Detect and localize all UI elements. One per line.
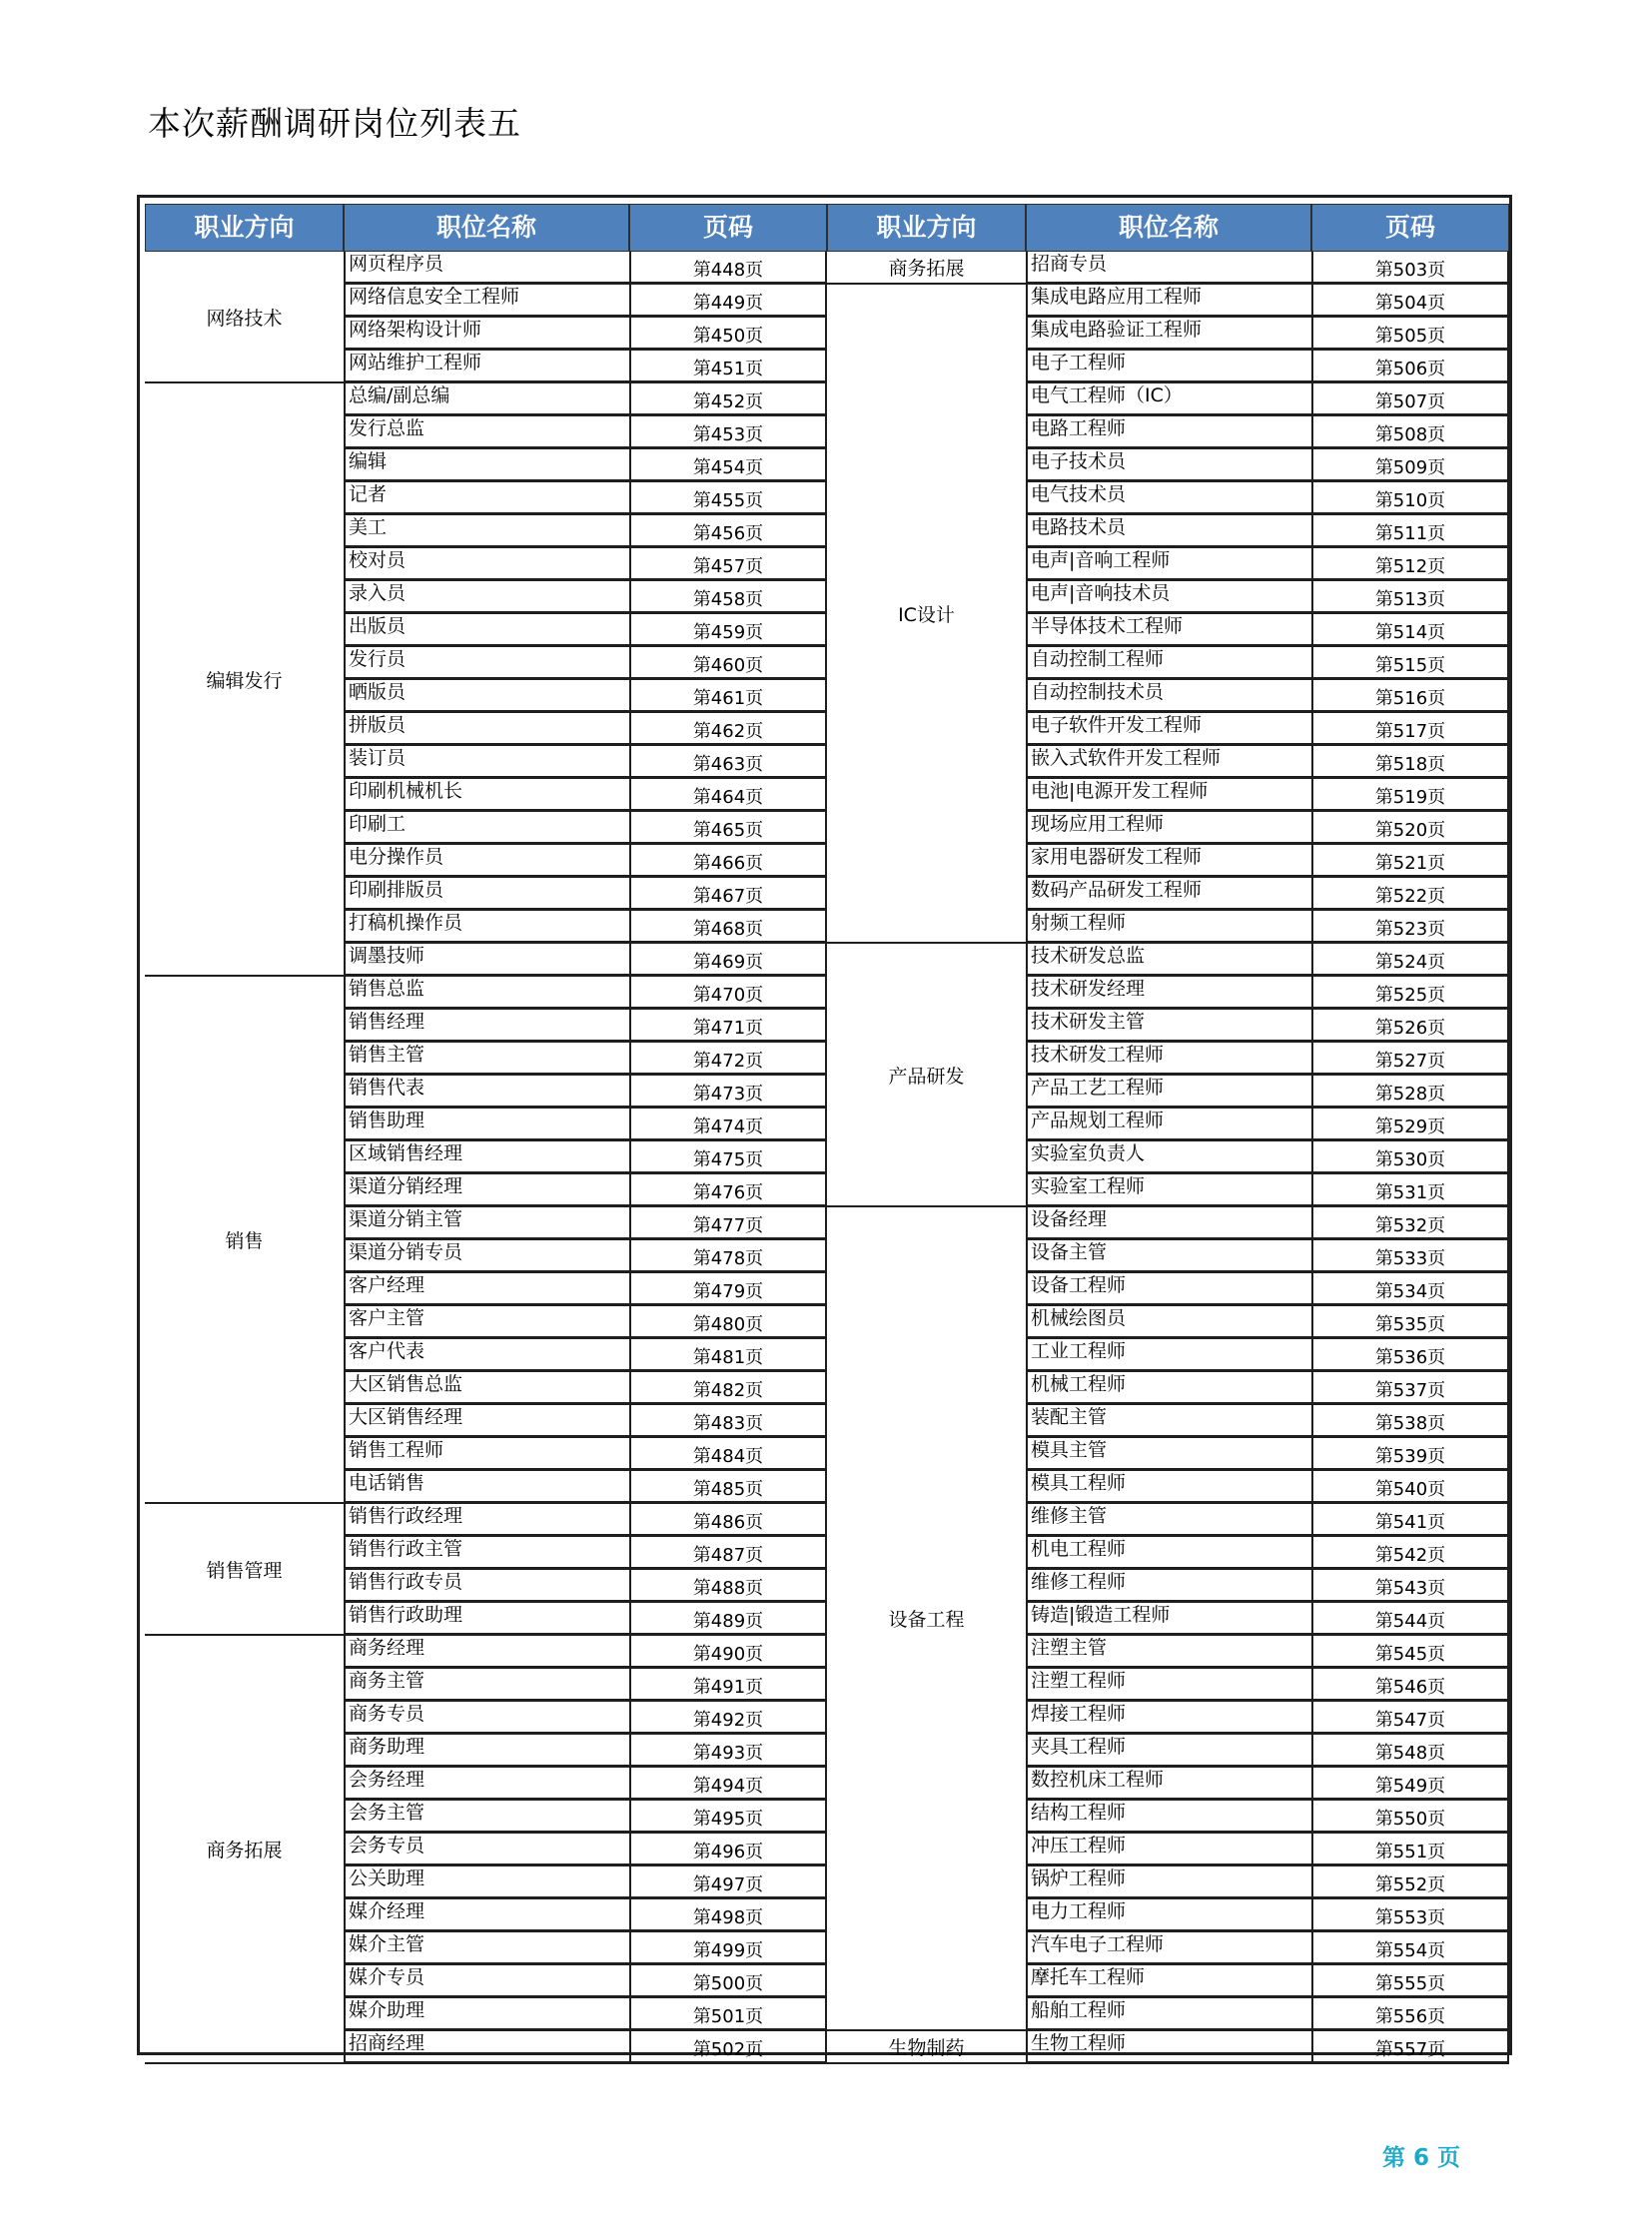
page-number-cell: 第448页 (629, 252, 827, 285)
page-number-cell: 第532页 (1311, 1207, 1509, 1240)
position-name-cell: 发行员 (344, 647, 629, 680)
page-number-cell: 第506页 (1311, 351, 1509, 383)
page-number-cell: 第458页 (629, 581, 827, 614)
page-number-cell: 第529页 (1311, 1109, 1509, 1141)
position-name-cell: 渠道分销专员 (344, 1240, 629, 1273)
position-name-cell: 销售工程师 (344, 1438, 629, 1471)
position-name-cell: 技术研发主管 (1026, 1010, 1311, 1043)
position-name-cell: 技术研发工程师 (1026, 1043, 1311, 1076)
position-name-cell: 销售行政助理 (344, 1603, 629, 1636)
position-name-cell: 销售主管 (344, 1043, 629, 1076)
page-number-cell: 第550页 (1311, 1801, 1509, 1834)
page-number-cell: 第453页 (629, 416, 827, 449)
page-number-cell: 第471页 (629, 1010, 827, 1043)
position-name-cell: 电池|电源开发工程师 (1026, 779, 1311, 812)
position-name-cell: 打稿机操作员 (344, 911, 629, 944)
position-name-cell: 商务主管 (344, 1669, 629, 1702)
position-name-cell: 装配主管 (1026, 1405, 1311, 1438)
position-name-cell: 客户代表 (344, 1339, 629, 1372)
position-name-cell: 锅炉工程师 (1026, 1866, 1311, 1899)
page-number-cell: 第544页 (1311, 1603, 1509, 1636)
page-number-cell: 第533页 (1311, 1240, 1509, 1273)
position-name-cell: 电分操作员 (344, 845, 629, 878)
page-number-cell: 第482页 (629, 1372, 827, 1405)
position-name-cell: 自动控制工程师 (1026, 647, 1311, 680)
page-number-cell: 第502页 (629, 2031, 827, 2064)
position-name-cell: 销售经理 (344, 1010, 629, 1043)
position-name-cell: 注塑工程师 (1026, 1669, 1311, 1702)
page-number-cell: 第449页 (629, 285, 827, 318)
page-number-cell: 第545页 (1311, 1636, 1509, 1669)
page-number-cell: 第484页 (629, 1438, 827, 1471)
page-number-cell: 第549页 (1311, 1768, 1509, 1801)
position-name-cell: 美工 (344, 515, 629, 548)
page-number-cell: 第465页 (629, 812, 827, 845)
page-number-cell: 第455页 (629, 482, 827, 515)
page-number-cell: 第538页 (1311, 1405, 1509, 1438)
position-name-cell: 会务经理 (344, 1768, 629, 1801)
position-name-cell: 招商经理 (344, 2031, 629, 2064)
position-name-cell: 会务主管 (344, 1801, 629, 1834)
page-number-cell: 第512页 (1311, 548, 1509, 581)
position-name-cell: 招商专员 (1026, 252, 1311, 285)
page-number-cell: 第548页 (1311, 1735, 1509, 1768)
position-name-cell: 电路技术员 (1026, 515, 1311, 548)
page-number-cell: 第494页 (629, 1768, 827, 1801)
position-name-cell: 工业工程师 (1026, 1339, 1311, 1372)
position-name-cell: 网络信息安全工程师 (344, 285, 629, 318)
page-number-cell: 第542页 (1311, 1537, 1509, 1570)
category-cell: 商务拓展 (145, 1636, 344, 2064)
page-number-cell: 第546页 (1311, 1669, 1509, 1702)
page-number-cell: 第451页 (629, 351, 827, 383)
position-name-cell: 电气工程师（IC） (1026, 383, 1311, 416)
page-number-cell: 第488页 (629, 1570, 827, 1603)
position-name-cell: 生物工程师 (1026, 2031, 1311, 2064)
position-name-cell: 设备工程师 (1026, 1273, 1311, 1306)
position-name-cell: 集成电路应用工程师 (1026, 285, 1311, 318)
page-number-cell: 第527页 (1311, 1043, 1509, 1076)
page-number-cell: 第547页 (1311, 1702, 1509, 1735)
position-name-cell: 商务专员 (344, 1702, 629, 1735)
position-name-cell: 产品工艺工程师 (1026, 1076, 1311, 1109)
page-number-cell: 第474页 (629, 1109, 827, 1141)
page-number-cell: 第521页 (1311, 845, 1509, 878)
page-number-cell: 第461页 (629, 680, 827, 713)
position-name-cell: 区域销售经理 (344, 1141, 629, 1174)
position-name-cell: 设备经理 (1026, 1207, 1311, 1240)
category-cell: 设备工程 (827, 1207, 1026, 2031)
page-number-cell: 第504页 (1311, 285, 1509, 318)
page-number-cell: 第460页 (629, 647, 827, 680)
page-number-cell: 第468页 (629, 911, 827, 944)
position-name-cell: 维修主管 (1026, 1504, 1311, 1537)
page-number-cell: 第454页 (629, 449, 827, 482)
position-name-cell: 焊接工程师 (1026, 1702, 1311, 1735)
page-number-cell: 第470页 (629, 977, 827, 1010)
position-name-cell: 销售行政主管 (344, 1537, 629, 1570)
page-number-cell: 第510页 (1311, 482, 1509, 515)
category-cell: 编辑发行 (145, 383, 344, 977)
position-name-cell: 电声|音响工程师 (1026, 548, 1311, 581)
position-name-cell: 网络架构设计师 (344, 318, 629, 351)
page-number-cell: 第480页 (629, 1306, 827, 1339)
category-cell: 销售 (145, 977, 344, 1504)
position-name-cell: 会务专员 (344, 1834, 629, 1866)
page-number-cell: 第522页 (1311, 878, 1509, 911)
page-number-cell: 第499页 (629, 1932, 827, 1965)
page-number-cell: 第531页 (1311, 1174, 1509, 1207)
page-number-cell: 第503页 (1311, 252, 1509, 285)
position-name-cell: 商务助理 (344, 1735, 629, 1768)
page-number-cell: 第541页 (1311, 1504, 1509, 1537)
position-name-cell: 嵌入式软件开发工程师 (1026, 746, 1311, 779)
position-name-cell: 船舶工程师 (1026, 1998, 1311, 2031)
page-number-cell: 第518页 (1311, 746, 1509, 779)
position-name-cell: 电气技术员 (1026, 482, 1311, 515)
position-name-cell: 汽车电子工程师 (1026, 1932, 1311, 1965)
position-name-cell: 机械绘图员 (1026, 1306, 1311, 1339)
page-number-cell: 第507页 (1311, 383, 1509, 416)
position-name-cell: 渠道分销经理 (344, 1174, 629, 1207)
position-name-cell: 电子软件开发工程师 (1026, 713, 1311, 746)
page-number-cell: 第477页 (629, 1207, 827, 1240)
position-name-cell: 大区销售总监 (344, 1372, 629, 1405)
page-number-cell: 第553页 (1311, 1899, 1509, 1932)
position-name-cell: 冲压工程师 (1026, 1834, 1311, 1866)
position-name-cell: 射频工程师 (1026, 911, 1311, 944)
page-number-cell: 第469页 (629, 944, 827, 977)
page-number-cell: 第492页 (629, 1702, 827, 1735)
page-number-cell: 第476页 (629, 1174, 827, 1207)
position-name-cell: 自动控制技术员 (1026, 680, 1311, 713)
page-number-cell: 第535页 (1311, 1306, 1509, 1339)
page-number-cell: 第475页 (629, 1141, 827, 1174)
position-name-cell: 媒介主管 (344, 1932, 629, 1965)
page-number-cell: 第493页 (629, 1735, 827, 1768)
position-name-cell: 维修工程师 (1026, 1570, 1311, 1603)
page-number-cell: 第525页 (1311, 977, 1509, 1010)
position-name-cell: 技术研发经理 (1026, 977, 1311, 1010)
position-name-cell: 电声|音响技术员 (1026, 581, 1311, 614)
page-number-cell: 第485页 (629, 1471, 827, 1504)
position-name-cell: 编辑 (344, 449, 629, 482)
page-number-cell: 第457页 (629, 548, 827, 581)
page-number-cell: 第466页 (629, 845, 827, 878)
position-name-cell: 电子技术员 (1026, 449, 1311, 482)
position-name-cell: 印刷排版员 (344, 878, 629, 911)
page-number-cell: 第534页 (1311, 1273, 1509, 1306)
position-name-cell: 拼版员 (344, 713, 629, 746)
page-number-cell: 第473页 (629, 1076, 827, 1109)
page-number-cell: 第519页 (1311, 779, 1509, 812)
page-title: 本次薪酬调研岗位列表五 (148, 104, 521, 143)
page-number-cell: 第524页 (1311, 944, 1509, 977)
position-name-cell: 技术研发总监 (1026, 944, 1311, 977)
position-name-cell: 数码产品研发工程师 (1026, 878, 1311, 911)
position-name-cell: 客户经理 (344, 1273, 629, 1306)
position-name-cell: 结构工程师 (1026, 1801, 1311, 1834)
position-name-cell: 摩托车工程师 (1026, 1965, 1311, 1998)
header-cell: 职业方向 (827, 204, 1026, 252)
position-name-cell: 记者 (344, 482, 629, 515)
page-number-cell: 第515页 (1311, 647, 1509, 680)
page-number-cell: 第505页 (1311, 318, 1509, 351)
page-number-cell: 第536页 (1311, 1339, 1509, 1372)
page-number-cell: 第452页 (629, 383, 827, 416)
page-number-cell: 第523页 (1311, 911, 1509, 944)
page-number-cell: 第555页 (1311, 1965, 1509, 1998)
position-name-cell: 电话销售 (344, 1471, 629, 1504)
position-name-cell: 夹具工程师 (1026, 1735, 1311, 1768)
position-name-cell: 录入员 (344, 581, 629, 614)
position-name-cell: 晒版员 (344, 680, 629, 713)
position-name-cell: 销售助理 (344, 1109, 629, 1141)
page-number-cell: 第489页 (629, 1603, 827, 1636)
position-name-cell: 机械工程师 (1026, 1372, 1311, 1405)
position-name-cell: 实验室负责人 (1026, 1141, 1311, 1174)
page-number-cell: 第554页 (1311, 1932, 1509, 1965)
position-name-cell: 商务经理 (344, 1636, 629, 1669)
page-number-cell: 第463页 (629, 746, 827, 779)
position-name-cell: 家用电器研发工程师 (1026, 845, 1311, 878)
header-cell: 页码 (1311, 204, 1509, 252)
page-number-cell: 第513页 (1311, 581, 1509, 614)
position-name-cell: 装订员 (344, 746, 629, 779)
page-number-cell: 第528页 (1311, 1076, 1509, 1109)
position-name-cell: 电力工程师 (1026, 1899, 1311, 1932)
position-name-cell: 销售行政经理 (344, 1504, 629, 1537)
page-number-cell: 第450页 (629, 318, 827, 351)
header-cell: 职业方向 (145, 204, 344, 252)
page-number-cell: 第464页 (629, 779, 827, 812)
page-number-cell: 第479页 (629, 1273, 827, 1306)
position-name-cell: 印刷机械机长 (344, 779, 629, 812)
position-name-cell: 渠道分销主管 (344, 1207, 629, 1240)
page-number-cell: 第511页 (1311, 515, 1509, 548)
page-number-cell: 第490页 (629, 1636, 827, 1669)
position-name-cell: 现场应用工程师 (1026, 812, 1311, 845)
position-name-cell: 电子工程师 (1026, 351, 1311, 383)
page-number-cell: 第498页 (629, 1899, 827, 1932)
position-name-cell: 产品规划工程师 (1026, 1109, 1311, 1141)
page-number-cell: 第495页 (629, 1801, 827, 1834)
page-number-cell: 第543页 (1311, 1570, 1509, 1603)
position-name-cell: 总编/副总编 (344, 383, 629, 416)
header-cell: 职位名称 (344, 204, 629, 252)
page-number-cell: 第517页 (1311, 713, 1509, 746)
page-number-cell: 第496页 (629, 1834, 827, 1866)
position-name-cell: 媒介助理 (344, 1998, 629, 2031)
page-number-cell: 第526页 (1311, 1010, 1509, 1043)
position-name-cell: 销售总监 (344, 977, 629, 1010)
position-name-cell: 印刷工 (344, 812, 629, 845)
page-number-cell: 第514页 (1311, 614, 1509, 647)
header-cell: 职位名称 (1026, 204, 1311, 252)
position-list-table (137, 195, 1512, 2060)
page-number-cell: 第537页 (1311, 1372, 1509, 1405)
position-name-cell: 调墨技师 (344, 944, 629, 977)
position-name-cell: 大区销售经理 (344, 1405, 629, 1438)
page-number-cell: 第540页 (1311, 1471, 1509, 1504)
category-cell: 产品研发 (827, 944, 1026, 1207)
page-number-cell: 第478页 (629, 1240, 827, 1273)
page-number-cell: 第509页 (1311, 449, 1509, 482)
position-name-cell: 实验室工程师 (1026, 1174, 1311, 1207)
page-number-cell: 第508页 (1311, 416, 1509, 449)
category-cell: IC设计 (827, 285, 1026, 944)
page-number-cell: 第462页 (629, 713, 827, 746)
page-number-cell: 第472页 (629, 1043, 827, 1076)
position-name-cell: 销售行政专员 (344, 1570, 629, 1603)
position-name-cell: 机电工程师 (1026, 1537, 1311, 1570)
page-number-cell: 第483页 (629, 1405, 827, 1438)
page-number-cell: 第456页 (629, 515, 827, 548)
position-name-cell: 出版员 (344, 614, 629, 647)
page-number-cell: 第520页 (1311, 812, 1509, 845)
page-number: 第 6 页 (1382, 2145, 1461, 2171)
page-number-cell: 第500页 (629, 1965, 827, 1998)
position-name-cell: 铸造|锻造工程师 (1026, 1603, 1311, 1636)
position-name-cell: 媒介专员 (344, 1965, 629, 1998)
page-number-cell: 第459页 (629, 614, 827, 647)
position-name-cell: 发行总监 (344, 416, 629, 449)
page-number-cell: 第481页 (629, 1339, 827, 1372)
position-name-cell: 媒介经理 (344, 1899, 629, 1932)
page-number-cell: 第551页 (1311, 1834, 1509, 1866)
position-name-cell: 模具主管 (1026, 1438, 1311, 1471)
category-cell: 销售管理 (145, 1504, 344, 1636)
position-name-cell: 销售代表 (344, 1076, 629, 1109)
position-name-cell: 设备主管 (1026, 1240, 1311, 1273)
category-cell: 生物制药 (827, 2031, 1026, 2064)
position-name-cell: 客户主管 (344, 1306, 629, 1339)
category-cell: 商务拓展 (827, 252, 1026, 285)
page-number-cell: 第552页 (1311, 1866, 1509, 1899)
position-name-cell: 数控机床工程师 (1026, 1768, 1311, 1801)
page-number-cell: 第497页 (629, 1866, 827, 1899)
position-name-cell: 注塑主管 (1026, 1636, 1311, 1669)
page-number-cell: 第516页 (1311, 680, 1509, 713)
position-name-cell: 模具工程师 (1026, 1471, 1311, 1504)
page-number-cell: 第486页 (629, 1504, 827, 1537)
category-cell: 网络技术 (145, 252, 344, 383)
position-name-cell: 集成电路验证工程师 (1026, 318, 1311, 351)
position-name-cell: 公关助理 (344, 1866, 629, 1899)
position-name-cell: 电路工程师 (1026, 416, 1311, 449)
page-number-cell: 第487页 (629, 1537, 827, 1570)
page-number-cell: 第467页 (629, 878, 827, 911)
header-cell: 页码 (629, 204, 827, 252)
position-name-cell: 校对员 (344, 548, 629, 581)
position-name-cell: 半导体技术工程师 (1026, 614, 1311, 647)
page-number-cell: 第556页 (1311, 1998, 1509, 2031)
page-number-cell: 第530页 (1311, 1141, 1509, 1174)
page-number-cell: 第501页 (629, 1998, 827, 2031)
position-name-cell: 网站维护工程师 (344, 351, 629, 383)
position-name-cell: 网页程序员 (344, 252, 629, 285)
page-number-cell: 第491页 (629, 1669, 827, 1702)
page-number-cell: 第557页 (1311, 2031, 1509, 2064)
page-number-cell: 第539页 (1311, 1438, 1509, 1471)
